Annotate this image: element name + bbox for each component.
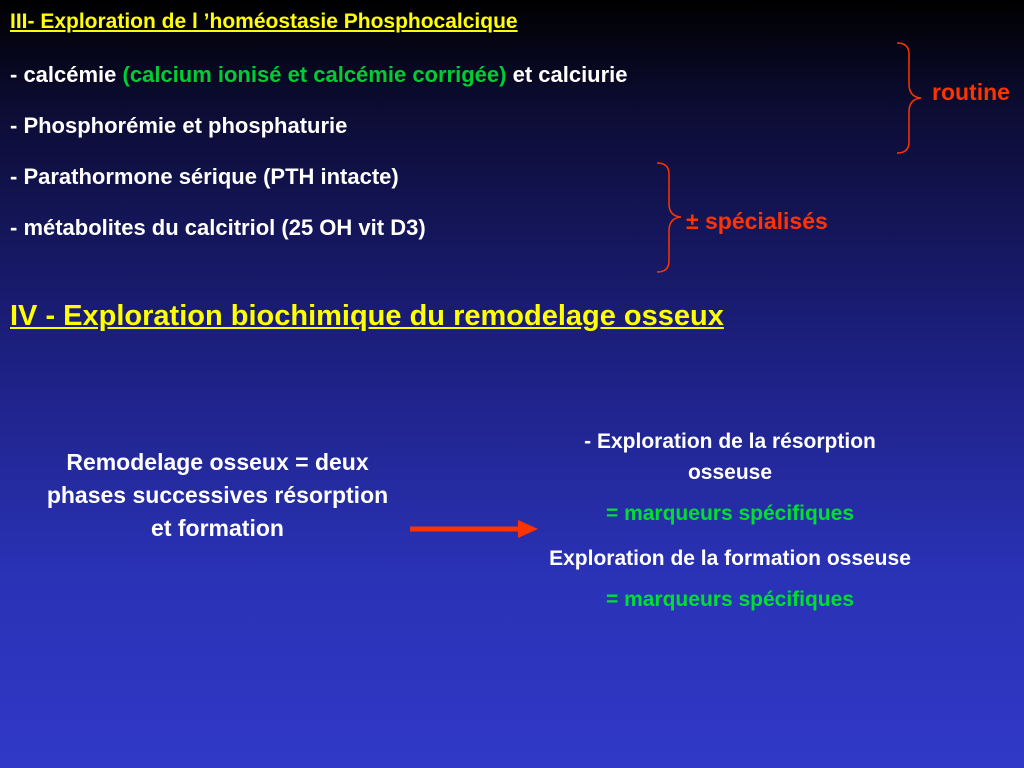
resorption-markers: = marqueurs spécifiques <box>605 502 854 525</box>
arrow-icon <box>410 517 540 541</box>
calcemie-prefix: - calcémie <box>10 62 123 87</box>
section4-title: IV - Exploration biochimique du remodelage osseux <box>10 300 724 332</box>
phosphoremie-line: - Phosphorémie et phosphaturie <box>10 113 348 138</box>
formation-item: Exploration de la formation osseuse <box>549 547 911 570</box>
exploration-list <box>540 426 920 629</box>
calcemie-line <box>10 62 628 88</box>
resorption-item: - Exploration de la résorption osseuse <box>584 430 876 484</box>
calcitriol-line: - métabolites du calcitriol (25 OH vit D3) <box>10 215 426 240</box>
formation-markers: = marqueurs spécifiques <box>605 588 854 611</box>
routine-brace <box>895 40 925 156</box>
routine-label: routine <box>932 79 1010 105</box>
specialises-label: ± spécialisés <box>686 208 828 234</box>
calcemie-highlight: (calcium ionisé et calcémie corrigée) <box>122 62 507 87</box>
calcemie-suffix: et calciurie <box>506 62 628 87</box>
remodelage-text: Remodelage osseux = deux phases successives résorption et formation <box>46 449 389 541</box>
section3-title: III- Exploration de l ’homéostasie Phosphocalcique <box>10 10 518 33</box>
pth-line: - Parathormone sérique (PTH intacte) <box>10 164 399 189</box>
specialises-brace <box>655 160 685 275</box>
